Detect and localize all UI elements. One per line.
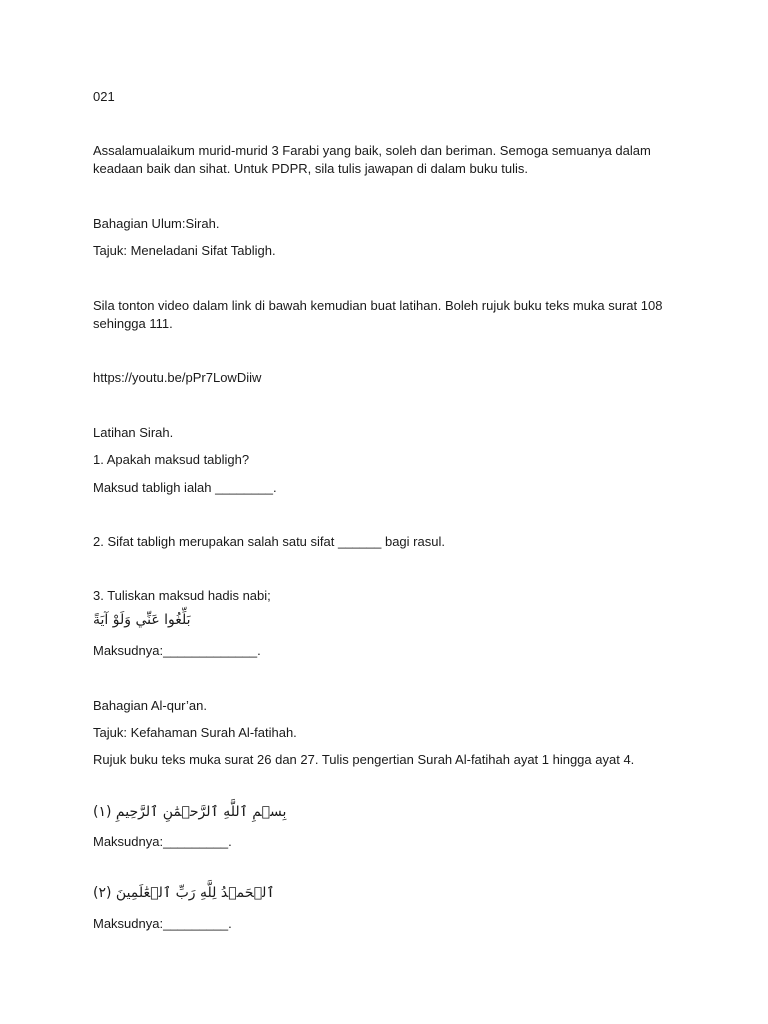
video-link[interactable]: https://youtu.be/pPr7LowDiiw [93, 370, 262, 385]
instruction-quran: Rujuk buku teks muka surat 26 dan 27. Tulis pengertian Surah Al-fatihah ayat 1 hingga ayat 4. [93, 752, 635, 767]
exercise-title: Latihan Sirah. [93, 425, 174, 440]
answer-3: Maksudnya:_____________. [93, 643, 261, 658]
question-1: 1. Apakah maksud tabligh? [93, 452, 250, 467]
section-heading-quran: Bahagian Al-qur’an. [93, 698, 207, 713]
topic-quran: Tajuk: Kefahaman Surah Al-fatihah. [93, 725, 297, 740]
hadith-arabic: بَلِّغُوا عَنِّي وَلَوْ آيَةً [93, 612, 191, 628]
verse-1-answer: Maksudnya:_________. [93, 834, 232, 849]
answer-1: Maksud tabligh ialah ________. [93, 480, 277, 495]
topic-sirah: Tajuk: Meneladani Sifat Tabligh. [93, 243, 276, 258]
question-2: 2. Sifat tabligh merupakan salah satu sifat ______ bagi rasul. [93, 534, 445, 549]
section-heading-sirah: Bahagian Ulum:Sirah. [93, 216, 220, 231]
question-3: 3. Tuliskan maksud hadis nabi; [93, 588, 271, 603]
verse-2-answer: Maksudnya:_________. [93, 916, 232, 931]
verse-1-arabic: بِسۡمِ ٱللَّهِ ٱلرَّحۡمَٰنِ ٱلرَّحِيمِ (١) [93, 804, 287, 820]
greeting-paragraph: Assalamualaikum murid-murid 3 Farabi yang baik, soleh dan beriman. Semoga semuanya dalam keadaan baik dan sihat. Untuk PDPR, sila tulis jawapan di dalam buku tulis. [93, 143, 651, 176]
verse-2-arabic: ٱلۡحَمۡدُ لِلَّهِ رَبِّ ٱلۡعَٰلَمِينَ (٢) [93, 885, 275, 901]
instruction-sirah: Sila tonton video dalam link di bawah kemudian buat latihan. Boleh rujuk buku teks muka surat 108 sehingga 111. [93, 298, 663, 331]
date-code: 021 [93, 89, 115, 104]
